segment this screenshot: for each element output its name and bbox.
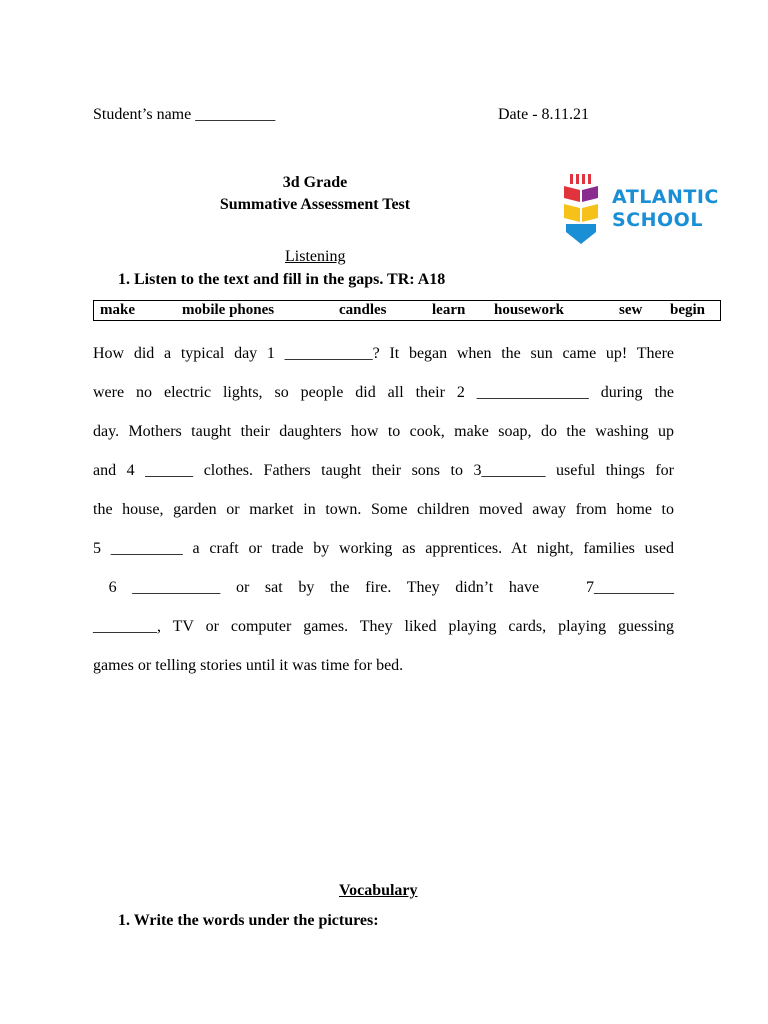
gap-fill-text [93, 345, 674, 685]
text-line: were no electric lights, so people did all their 2 ______________ during the [93, 384, 674, 401]
word-bank-item: mobile phones [182, 302, 275, 318]
text-line: the house, garden or market in town. Some children moved away from home to [93, 501, 674, 518]
word-bank-item: make [100, 302, 135, 318]
school-logo [562, 172, 732, 250]
word-bank-item: housework [494, 302, 565, 318]
word-bank-item: learn [432, 302, 466, 318]
listening-task: 1. Listen to the text and fill in the gaps. TR: A18 [118, 271, 446, 288]
word-bank [93, 300, 721, 321]
vocabulary-heading: Vocabulary [339, 882, 418, 899]
text-line: ________, TV or computer games. They liked playing cards, playing guessing [93, 618, 674, 635]
word-bank-item: sew [619, 302, 643, 318]
text-line: games or telling stories until it was time for bed. [93, 657, 404, 674]
logo-text-line1: ATLANTIC [612, 186, 719, 208]
text-line: 6 ___________ or sat by the fire. They didn’t have 7__________ [93, 579, 674, 596]
word-bank-item: candles [339, 302, 387, 318]
test-title: Summative Assessment Test [219, 196, 411, 213]
vocabulary-task: 1. Write the words under the pictures: [118, 912, 379, 929]
logo-text-line2: SCHOOL [612, 209, 703, 231]
text-line: day. Mothers taught their daughters how to cook, make soap, do the washing up [93, 423, 674, 440]
student-name-field: Student’s name __________ [93, 106, 276, 123]
text-line: How did a typical day 1 ___________? It began when the sun came up! There [93, 345, 674, 362]
grade-title: 3d Grade [282, 174, 348, 191]
listening-heading: Listening [285, 248, 346, 265]
school-emblem-icon [562, 172, 602, 248]
test-date: Date - 8.11.21 [498, 106, 589, 123]
text-line: and 4 ______ clothes. Fathers taught their sons to 3________ useful things for [93, 462, 674, 479]
text-line: 5 _________ a craft or trade by working as apprentices. At night, families used [93, 540, 674, 557]
word-bank-item: begin [670, 302, 706, 318]
